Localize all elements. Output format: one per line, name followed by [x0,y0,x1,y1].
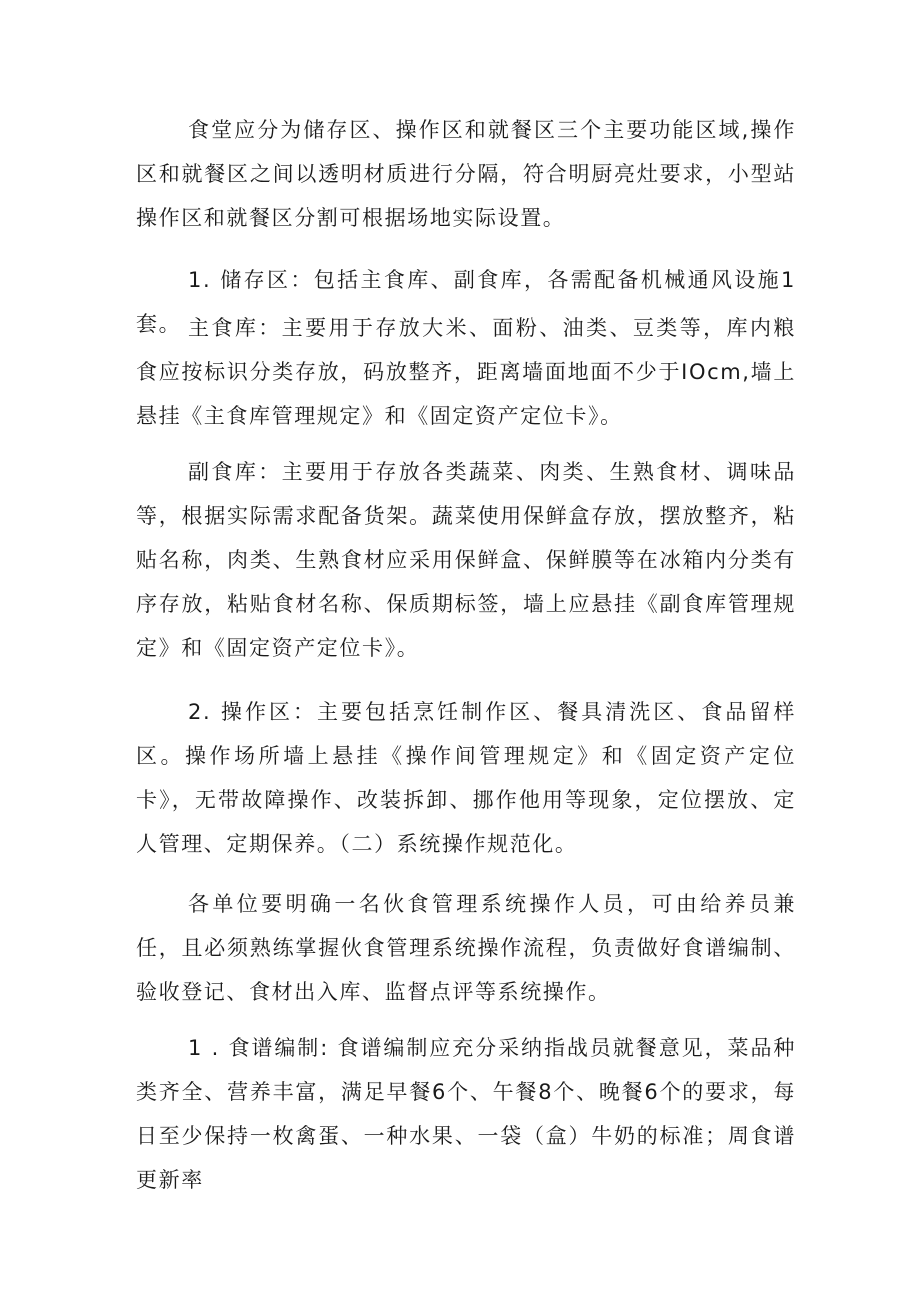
paragraph-system-operator: 各单位要明确一名伙食管理系统操作人员，可由给养员兼任，且必须熟练掌握伙食管理系统操作流程，负责做好食谱编制、验收登记、食材出入库、监督点评等系统操作。 [136,892,796,1004]
paragraph-staple-storeroom: 主食库：主要用于存放大米、面粉、油类、豆类等，库内粮食应按标识分类存放，码放整齐，距离墙面地面不少于IOcm,墙上悬挂《主食库管理规定》和《固定资产定位卡》。 [136,316,796,428]
paragraph-nonstaple-storeroom: 副食库：主要用于存放各类蔬菜、肉类、生熟食材、调味品等，根据实际需求配备货架。蔬菜使用保鲜盒存放，摆放整齐，粘贴名称，肉类、生熟食材应采用保鲜盒、保鲜膜等在冰箱内分类有序存放，粘贴食材名称、保质期标签，墙上应悬挂《副食库管理规定》和《固定资产定位卡》。 [136,460,796,660]
paragraph-canteen-zones: 食堂应分为储存区、操作区和就餐区三个主要功能区域,操作区和就餐区之间以透明材质进行分隔，符合明厨亮灶要求，小型站操作区和就餐区分割可根据场地实际设置。 [136,118,796,230]
paragraph-operation-area: 2. 操作区：主要包括烹饪制作区、餐具清洗区、食品留样区。操作场所墙上悬挂《操作间管理规定》和《固定资产定位卡》，无带故障操作、改装拆卸、挪作他用等现象，定位摆放、定人管理、定期保养。（二）系统操作规范化。 [136,700,796,856]
paragraph-menu-planning: 1 . 食谱编制: 食谱编制应充分采纳指战员就餐意见，菜品种类齐全、营养丰富，满足早餐6个、午餐8个、晚餐6个的要求，每日至少保持一枚禽蛋、一种水果、一袋（盒）牛奶的标准；周食谱更新率 [136,1036,796,1192]
paragraph-storage-area: 1. 储存区：包括主食库、副食库，各需配备机械通风设施1套。 [136,268,796,336]
